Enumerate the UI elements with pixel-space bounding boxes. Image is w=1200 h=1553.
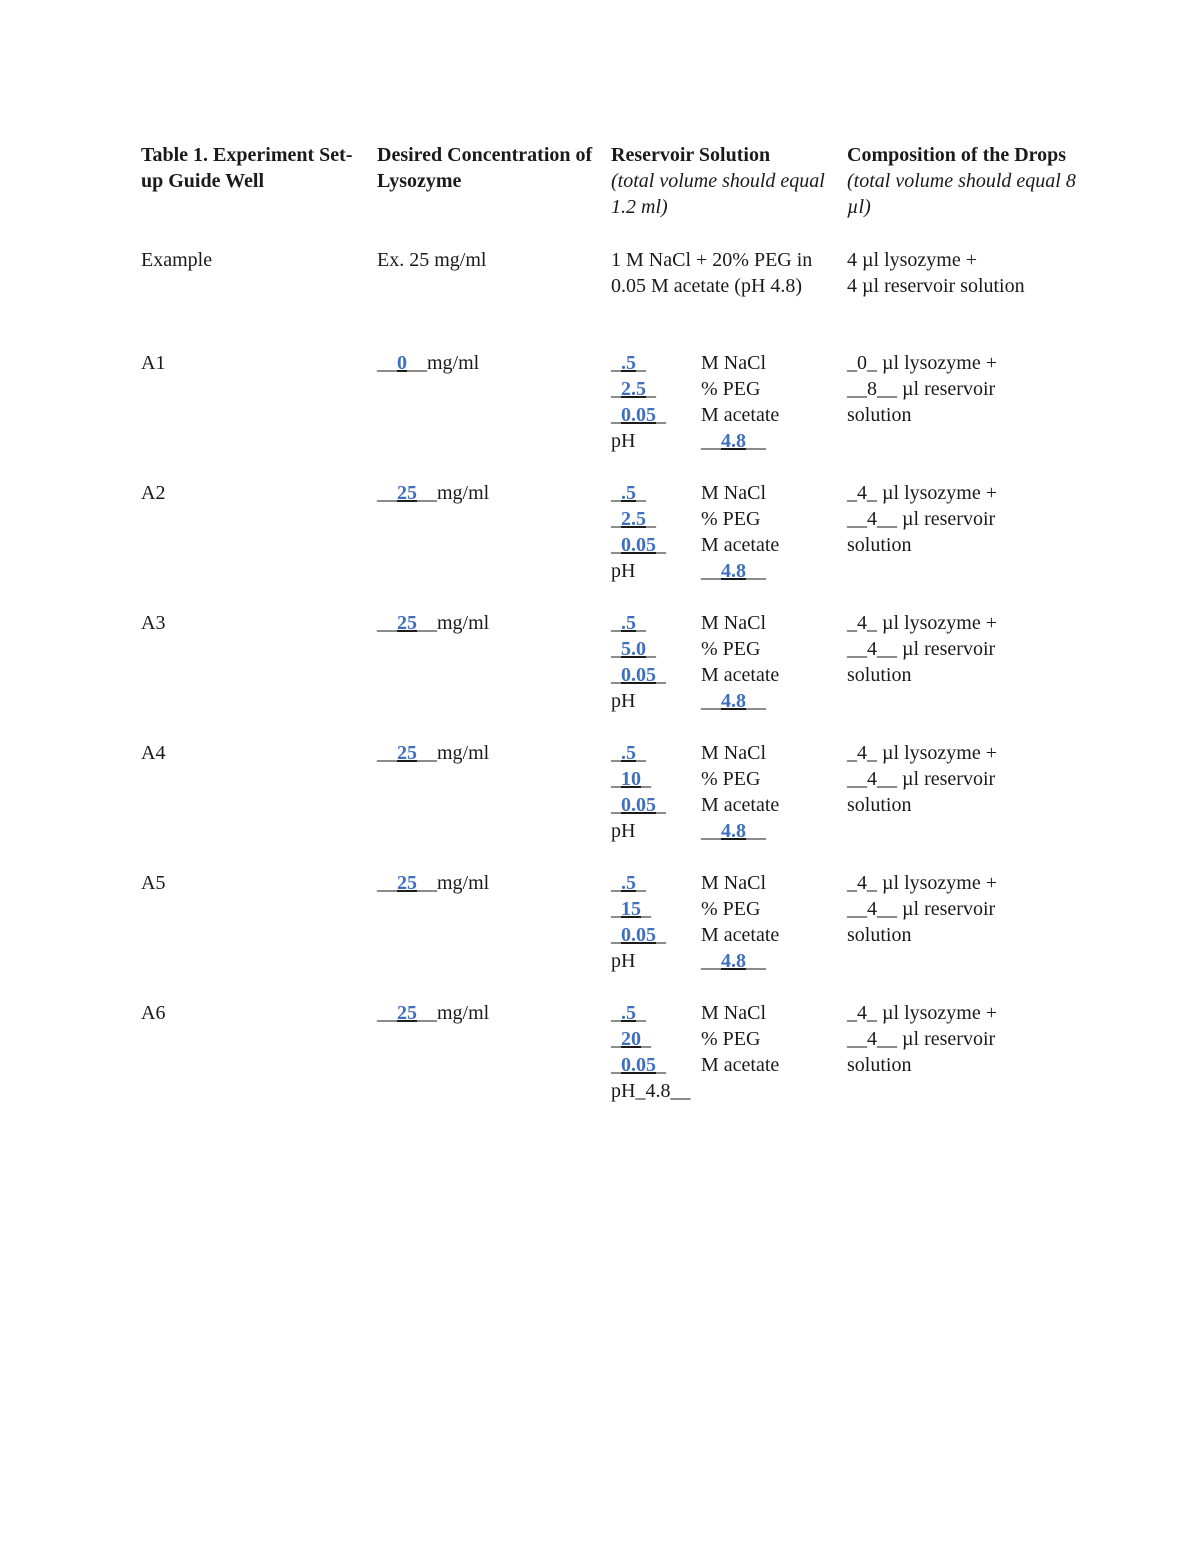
concentration-blank-value: 25 <box>397 742 417 764</box>
reservoir-peg-value: 5.0 <box>621 638 646 660</box>
concentration-blank-value: 0 <box>397 352 407 374</box>
reservoir-acetate-unit: M acetate <box>701 664 780 686</box>
reservoir-nacl-line <box>611 740 839 766</box>
row-drops <box>847 870 1077 948</box>
reservoir-peg-field <box>611 376 656 402</box>
reservoir-ph-value: 4.8 <box>721 560 746 582</box>
reservoir-acetate-value: 0.05 <box>621 1054 656 1076</box>
reservoir-nacl-value: .5 <box>621 352 636 374</box>
example-drops-line1: 4 µl lysozyme + <box>847 249 978 271</box>
reservoir-peg-value: 2.5 <box>621 508 646 530</box>
reservoir-nacl-line <box>611 1000 839 1026</box>
reservoir-peg-field <box>611 1026 651 1052</box>
row-well: A2 <box>141 482 166 504</box>
drops-lysozyme-line: _4_ µl lysozyme + <box>847 612 998 634</box>
drops-reservoir-line: __4__ µl reservoir <box>847 1028 996 1050</box>
row-well: A6 <box>141 1002 166 1024</box>
row-well: A3 <box>141 612 166 634</box>
reservoir-ph-label: pH <box>611 820 636 842</box>
reservoir-acetate-field <box>611 792 666 818</box>
reservoir-ph-field <box>701 688 766 714</box>
row-reservoir <box>611 610 839 714</box>
reservoir-ph-line <box>611 1078 839 1104</box>
reservoir-nacl-line <box>611 870 839 896</box>
reservoir-ph-label: pH <box>611 430 636 452</box>
reservoir-nacl-field <box>611 350 646 376</box>
reservoir-acetate-line <box>611 662 839 688</box>
reservoir-peg-line <box>611 896 839 922</box>
reservoir-acetate-value: 0.05 <box>621 794 656 816</box>
concentration-unit: mg/ml <box>427 352 480 374</box>
header-reservoir <box>611 142 839 220</box>
row-reservoir <box>611 870 839 974</box>
concentration-blank: __25__ <box>377 482 437 504</box>
reservoir-peg: _2.5_ <box>611 508 656 530</box>
reservoir-ph-label: pH <box>611 560 636 582</box>
drops-solution-line: solution <box>847 404 912 426</box>
reservoir-ph-line <box>611 558 839 584</box>
reservoir-peg-unit: % PEG <box>701 378 761 400</box>
header-drops-note: (total volume should equal 8 µl) <box>847 170 1076 218</box>
example-drops <box>847 247 1077 299</box>
row-reservoir <box>611 740 839 844</box>
row-drops <box>847 740 1077 818</box>
reservoir-ph-field <box>701 428 766 454</box>
reservoir-ph-line <box>611 428 839 454</box>
reservoir-acetate-line <box>611 402 839 428</box>
concentration-blank-value: 25 <box>397 482 417 504</box>
reservoir-nacl-value: .5 <box>621 742 636 764</box>
drops-lysozyme-line: _4_ µl lysozyme + <box>847 482 998 504</box>
reservoir-peg-unit: % PEG <box>701 508 761 530</box>
reservoir-acetate-line <box>611 922 839 948</box>
example-drops-line2: 4 µl reservoir solution <box>847 275 1025 297</box>
reservoir-peg-field <box>611 896 651 922</box>
header-well-text: Table 1. Experiment Set-up Guide Well <box>141 144 353 192</box>
reservoir-peg-line <box>611 1026 839 1052</box>
reservoir-peg-field <box>611 506 656 532</box>
reservoir-peg-value: 15 <box>621 898 641 920</box>
reservoir-peg-line <box>611 506 839 532</box>
drops-reservoir-line: __8__ µl reservoir <box>847 378 996 400</box>
reservoir-peg-unit: % PEG <box>701 638 761 660</box>
drops-reservoir-line: __4__ µl reservoir <box>847 638 996 660</box>
reservoir-ph-text: pH_4.8__ <box>611 1080 691 1102</box>
concentration-blank-value: 25 <box>397 1002 417 1024</box>
example-concentration: Ex. 25 mg/ml <box>377 249 487 271</box>
reservoir-acetate-unit: M acetate <box>701 1054 780 1076</box>
reservoir-nacl-unit: M NaCl <box>701 612 766 634</box>
concentration-unit: mg/ml <box>437 872 490 894</box>
reservoir-acetate: _0.05_ <box>611 404 666 426</box>
drops-solution-line: solution <box>847 664 912 686</box>
reservoir-acetate: _0.05_ <box>611 924 666 946</box>
reservoir-nacl-field <box>611 1000 646 1026</box>
reservoir-peg: _2.5_ <box>611 378 656 400</box>
reservoir-acetate-field <box>611 402 666 428</box>
reservoir-peg-unit: % PEG <box>701 768 761 790</box>
reservoir-peg-value: 10 <box>621 768 641 790</box>
reservoir-acetate-line <box>611 792 839 818</box>
reservoir-acetate-value: 0.05 <box>621 924 656 946</box>
reservoir-nacl-field <box>611 740 646 766</box>
drops-solution-line: solution <box>847 534 912 556</box>
header-reservoir-title: Reservoir Solution <box>611 144 771 166</box>
reservoir-acetate-value: 0.05 <box>621 664 656 686</box>
reservoir-peg-value: 2.5 <box>621 378 646 400</box>
reservoir-ph-line <box>611 948 839 974</box>
reservoir-ph-label: pH <box>611 950 636 972</box>
reservoir-acetate-unit: M acetate <box>701 794 780 816</box>
reservoir-peg-line <box>611 766 839 792</box>
reservoir-peg: _5.0_ <box>611 638 656 660</box>
concentration-unit: mg/ml <box>437 612 490 634</box>
reservoir-nacl-line <box>611 350 839 376</box>
reservoir-nacl: _.5_ <box>611 612 646 634</box>
reservoir-acetate-field <box>611 922 666 948</box>
reservoir-nacl-value: .5 <box>621 872 636 894</box>
reservoir-ph-line <box>611 818 839 844</box>
drops-reservoir-line: __4__ µl reservoir <box>847 508 996 530</box>
drops-solution-line: solution <box>847 924 912 946</box>
reservoir-nacl-line <box>611 610 839 636</box>
row-concentration <box>377 480 602 506</box>
reservoir-nacl-field <box>611 610 646 636</box>
drops-lysozyme-line: _0_ µl lysozyme + <box>847 352 998 374</box>
reservoir-ph: __4.8__ <box>701 430 766 452</box>
drops-lysozyme-line: _4_ µl lysozyme + <box>847 1002 998 1024</box>
row-concentration <box>377 740 602 766</box>
concentration-blank: __25__ <box>377 742 437 764</box>
row-drops <box>847 1000 1077 1078</box>
reservoir-nacl: _.5_ <box>611 742 646 764</box>
header-drops <box>847 142 1077 220</box>
reservoir-nacl-value: .5 <box>621 1002 636 1024</box>
reservoir-nacl-value: .5 <box>621 482 636 504</box>
reservoir-nacl-field <box>611 870 646 896</box>
reservoir-nacl-value: .5 <box>621 612 636 634</box>
row-reservoir <box>611 350 839 454</box>
reservoir-peg-line <box>611 376 839 402</box>
reservoir-ph-value: 4.8 <box>721 690 746 712</box>
reservoir-nacl-unit: M NaCl <box>701 352 766 374</box>
reservoir-nacl-unit: M NaCl <box>701 1002 766 1024</box>
reservoir-peg-field <box>611 766 651 792</box>
reservoir-acetate-value: 0.05 <box>621 534 656 556</box>
reservoir-ph-field <box>701 558 766 584</box>
reservoir-nacl: _.5_ <box>611 482 646 504</box>
reservoir-acetate-unit: M acetate <box>701 534 780 556</box>
reservoir-acetate: _0.05_ <box>611 794 666 816</box>
concentration-unit: mg/ml <box>437 742 490 764</box>
reservoir-ph: __4.8__ <box>701 950 766 972</box>
reservoir-peg: _20_ <box>611 1028 651 1050</box>
reservoir-nacl: _.5_ <box>611 872 646 894</box>
reservoir-nacl-unit: M NaCl <box>701 742 766 764</box>
reservoir-peg-unit: % PEG <box>701 1028 761 1050</box>
reservoir-acetate-field <box>611 532 666 558</box>
concentration-blank-value: 25 <box>397 612 417 634</box>
row-drops <box>847 480 1077 558</box>
reservoir-nacl-field <box>611 480 646 506</box>
reservoir-ph-value: 4.8 <box>721 430 746 452</box>
reservoir-ph: __4.8__ <box>701 690 766 712</box>
row-drops <box>847 350 1077 428</box>
drops-lysozyme-line: _4_ µl lysozyme + <box>847 742 998 764</box>
reservoir-acetate: _0.05_ <box>611 1054 666 1076</box>
reservoir-nacl-unit: M NaCl <box>701 482 766 504</box>
drops-reservoir-line: __4__ µl reservoir <box>847 898 996 920</box>
reservoir-ph: __4.8__ <box>701 560 766 582</box>
row-concentration <box>377 870 602 896</box>
reservoir-acetate-unit: M acetate <box>701 404 780 426</box>
row-reservoir <box>611 480 839 584</box>
row-reservoir <box>611 1000 839 1104</box>
header-reservoir-note: (total volume should equal 1.2 ml) <box>611 170 825 218</box>
reservoir-ph-label: pH <box>611 690 636 712</box>
reservoir-peg-field <box>611 636 656 662</box>
drops-solution-line: solution <box>847 794 912 816</box>
reservoir-nacl: _.5_ <box>611 352 646 374</box>
reservoir-ph: __4.8__ <box>701 820 766 842</box>
reservoir-ph-field <box>701 948 766 974</box>
reservoir-acetate: _0.05_ <box>611 664 666 686</box>
header-concentration-text: Desired Concentration of Lysozyme <box>377 144 593 192</box>
reservoir-acetate-field <box>611 1052 666 1078</box>
reservoir-peg-unit: % PEG <box>701 898 761 920</box>
header-drops-title: Composition of the Drops <box>847 144 1067 166</box>
reservoir-acetate-line <box>611 532 839 558</box>
reservoir-nacl-unit: M NaCl <box>701 872 766 894</box>
reservoir-acetate-unit: M acetate <box>701 924 780 946</box>
reservoir-peg-line <box>611 636 839 662</box>
drops-solution-line: solution <box>847 1054 912 1076</box>
row-drops <box>847 610 1077 688</box>
reservoir-ph-line <box>611 688 839 714</box>
reservoir-acetate-field <box>611 662 666 688</box>
reservoir-peg: _10_ <box>611 768 651 790</box>
reservoir-acetate-line <box>611 1052 839 1078</box>
concentration-blank: __25__ <box>377 1002 437 1024</box>
concentration-blank: __0__ <box>377 352 427 374</box>
reservoir-peg-value: 20 <box>621 1028 641 1050</box>
row-concentration <box>377 350 602 376</box>
row-well: A5 <box>141 872 166 894</box>
row-well: A1 <box>141 352 166 374</box>
example-reservoir: 1 M NaCl + 20% PEG in 0.05 M acetate (pH 4.8) <box>611 249 813 297</box>
reservoir-nacl-line <box>611 480 839 506</box>
reservoir-peg: _15_ <box>611 898 651 920</box>
reservoir-ph-value: 4.8 <box>721 950 746 972</box>
reservoir-acetate: _0.05_ <box>611 534 666 556</box>
row-concentration <box>377 1000 602 1026</box>
row-concentration <box>377 610 602 636</box>
concentration-unit: mg/ml <box>437 1002 490 1024</box>
example-well: Example <box>141 249 213 271</box>
reservoir-acetate-value: 0.05 <box>621 404 656 426</box>
concentration-blank-value: 25 <box>397 872 417 894</box>
drops-reservoir-line: __4__ µl reservoir <box>847 768 996 790</box>
reservoir-ph-value: 4.8 <box>721 820 746 842</box>
drops-lysozyme-line: _4_ µl lysozyme + <box>847 872 998 894</box>
concentration-blank: __25__ <box>377 872 437 894</box>
reservoir-nacl: _.5_ <box>611 1002 646 1024</box>
concentration-unit: mg/ml <box>437 482 490 504</box>
header-concentration <box>377 142 602 194</box>
reservoir-ph-field <box>701 818 766 844</box>
concentration-blank: __25__ <box>377 612 437 634</box>
row-well: A4 <box>141 742 166 764</box>
header-well <box>141 142 366 194</box>
